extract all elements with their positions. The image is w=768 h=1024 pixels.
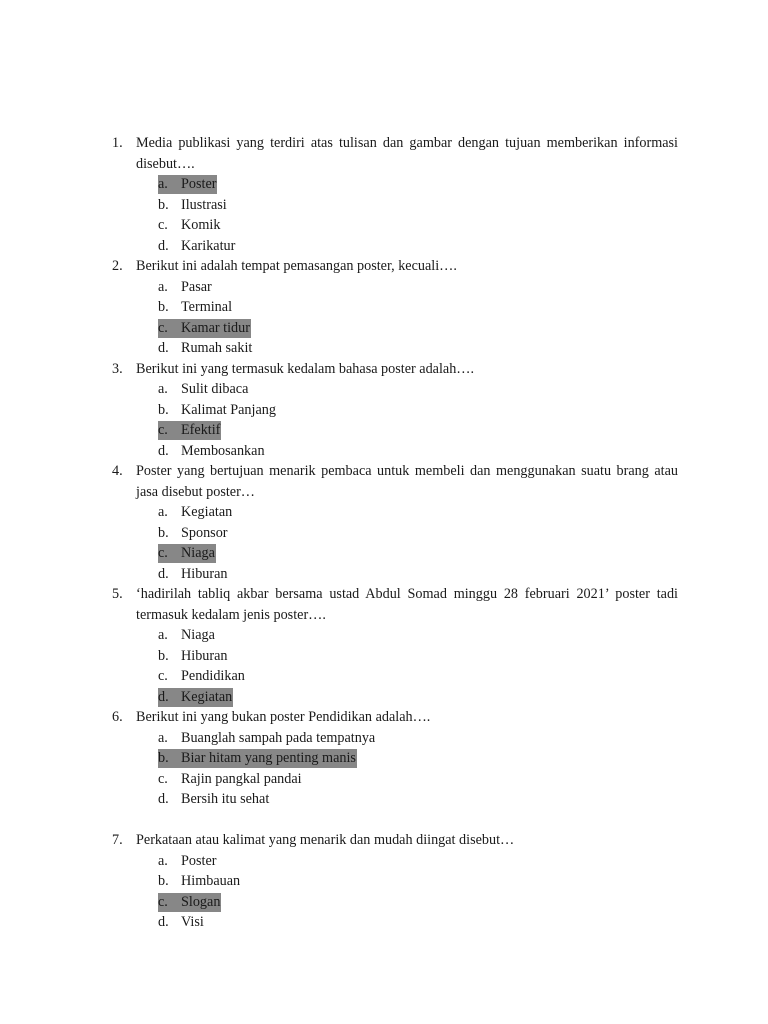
option-text: Komik: [181, 217, 221, 233]
option-letter: c.: [158, 893, 168, 910]
option-content: [158, 175, 217, 194]
answer-option-highlighted: [158, 318, 678, 339]
answer-option-highlighted: [158, 687, 678, 708]
option-letter: b.: [158, 299, 169, 315]
option-text: Poster: [181, 852, 217, 869]
option-content: [158, 749, 357, 768]
option-letter: b.: [158, 524, 169, 541]
option-letter: d.: [158, 565, 169, 582]
question-5: [112, 584, 678, 707]
answer-option: [158, 236, 678, 257]
answer-option: [158, 215, 678, 236]
option-content: [158, 852, 217, 871]
option-text: Bersih itu sehat: [181, 791, 270, 807]
option-text: Sulit dibaca: [181, 381, 249, 397]
option-letter: b.: [158, 647, 169, 664]
question-number: 3.: [112, 360, 123, 377]
option-letter: d.: [158, 688, 169, 705]
answer-option: [158, 297, 678, 318]
answer-option-highlighted: [158, 420, 678, 441]
option-text: Poster: [181, 176, 217, 192]
option-content: [158, 196, 228, 215]
answer-option: [158, 871, 678, 892]
option-content: [158, 688, 233, 707]
option-content: [158, 339, 253, 358]
option-letter: d.: [158, 340, 169, 356]
option-content: [158, 893, 221, 912]
option-content: [158, 319, 251, 338]
option-letter: d.: [158, 237, 169, 254]
option-letter: b.: [158, 401, 169, 418]
answer-option: [158, 523, 678, 544]
question-2: [112, 256, 678, 359]
question-number: 2.: [112, 258, 123, 274]
answer-options: [136, 851, 678, 933]
question-number: 5.: [112, 586, 123, 602]
question-6: [112, 707, 678, 810]
option-text: Rumah sakit: [181, 340, 253, 356]
answer-option-highlighted: [158, 543, 678, 564]
option-letter: d.: [158, 791, 169, 807]
option-letter: a.: [158, 627, 168, 643]
option-letter: a.: [158, 176, 168, 192]
option-text: Kegiatan: [181, 504, 233, 520]
option-letter: a.: [158, 278, 168, 295]
option-text: Kalimat Panjang: [181, 401, 276, 418]
answer-option: [158, 338, 678, 359]
option-letter: a.: [158, 381, 168, 397]
option-letter: c.: [158, 319, 168, 336]
option-text: Visi: [181, 914, 204, 930]
question-3: [112, 359, 678, 462]
option-text: Niaga: [181, 627, 215, 643]
question-number: 7.: [112, 832, 123, 848]
option-content: [158, 872, 241, 891]
option-content: [158, 401, 277, 420]
option-letter: a.: [158, 852, 168, 869]
option-content: [158, 647, 229, 666]
question-text: Poster yang bertujuan menarik pembaca untuk membeli dan menggunakan suatu brang atau jasa disebut poster…: [136, 463, 678, 500]
option-text: Hiburan: [181, 565, 228, 582]
answer-option: [158, 625, 678, 646]
answer-options: [136, 379, 678, 461]
answer-option: [158, 769, 678, 790]
question-number: 4.: [112, 463, 123, 479]
answer-options: [136, 277, 678, 359]
answer-option: [158, 666, 678, 687]
option-content: [158, 770, 303, 789]
option-content: [158, 565, 229, 584]
option-letter: c.: [158, 668, 168, 684]
option-text: Rajin pangkal pandai: [181, 770, 302, 787]
option-text: Sponsor: [181, 524, 228, 541]
option-letter: d.: [158, 442, 169, 459]
option-text: Niaga: [181, 545, 215, 561]
question-1: [112, 133, 678, 256]
option-text: Kegiatan: [181, 688, 233, 705]
question-text: Media publikasi yang terdiri atas tulisan dan gambar dengan tujuan memberikan informasi disebut….: [136, 135, 678, 172]
option-content: [158, 729, 376, 748]
question-text: ‘hadirilah tabliq akbar bersama ustad Abdul Somad minggu 28 februari 2021’ poster tadi termasuk kedalam jenis poster….: [136, 586, 678, 623]
option-content: [158, 667, 246, 686]
option-letter: d.: [158, 914, 169, 930]
option-text: Karikatur: [181, 237, 236, 254]
answer-option: [158, 564, 678, 585]
option-content: [158, 278, 213, 297]
answer-option-highlighted: [158, 892, 678, 913]
option-content: [158, 524, 229, 543]
option-text: Pasar: [181, 278, 212, 295]
question-4: [112, 461, 678, 584]
answer-options: [136, 728, 678, 810]
option-text: Buanglah sampah pada tempatnya: [181, 729, 376, 746]
answer-options: [136, 502, 678, 584]
option-letter: c.: [158, 770, 168, 787]
answer-option: [158, 912, 678, 933]
answer-option: [158, 851, 678, 872]
option-content: [158, 442, 266, 461]
option-text: Terminal: [181, 299, 233, 315]
option-letter: c.: [158, 217, 168, 233]
option-content: [158, 913, 205, 932]
question-list: [112, 133, 678, 933]
option-content: [158, 503, 233, 522]
option-text: Pendidikan: [181, 668, 245, 684]
question-number: 6.: [112, 709, 123, 725]
answer-options: [136, 174, 678, 256]
question-number: 1.: [112, 135, 123, 151]
option-content: [158, 237, 236, 256]
answer-option-highlighted: [158, 174, 678, 195]
answer-option: [158, 789, 678, 810]
option-letter: c.: [158, 422, 168, 438]
option-content: [158, 380, 249, 399]
question-text: Berikut ini adalah tempat pemasangan poster, kecuali….: [136, 258, 457, 274]
option-letter: a.: [158, 729, 168, 746]
option-letter: b.: [158, 196, 169, 213]
option-content: [158, 421, 221, 440]
option-letter: b.: [158, 873, 169, 889]
option-text: Biar hitam yang penting manis: [181, 750, 356, 766]
option-content: [158, 626, 216, 645]
option-text: Slogan: [181, 893, 221, 910]
answer-option: [158, 728, 678, 749]
option-text: Membosankan: [181, 442, 265, 459]
answer-option-highlighted: [158, 748, 678, 769]
question-text: Berikut ini yang bukan poster Pendidikan adalah….: [136, 709, 431, 725]
option-content: [158, 298, 233, 317]
question-7: [112, 830, 678, 933]
option-text: Kamar tidur: [181, 319, 250, 336]
option-letter: a.: [158, 504, 168, 520]
option-content: [158, 544, 216, 563]
option-letter: b.: [158, 750, 169, 766]
answer-option: [158, 379, 678, 400]
option-content: [158, 216, 221, 235]
option-text: Efektif: [181, 422, 221, 438]
answer-option: [158, 441, 678, 462]
option-content: [158, 790, 270, 809]
answer-option: [158, 502, 678, 523]
answer-option: [158, 277, 678, 298]
question-text: Berikut ini yang termasuk kedalam bahasa poster adalah….: [136, 360, 475, 377]
answer-option: [158, 195, 678, 216]
option-text: Ilustrasi: [181, 196, 227, 213]
answer-option: [158, 646, 678, 667]
question-text: Perkataan atau kalimat yang menarik dan mudah diingat disebut…: [136, 832, 515, 848]
answer-options: [136, 625, 678, 707]
option-text: Hiburan: [181, 647, 228, 664]
option-letter: c.: [158, 545, 168, 561]
answer-option: [158, 400, 678, 421]
option-text: Himbauan: [181, 873, 241, 889]
